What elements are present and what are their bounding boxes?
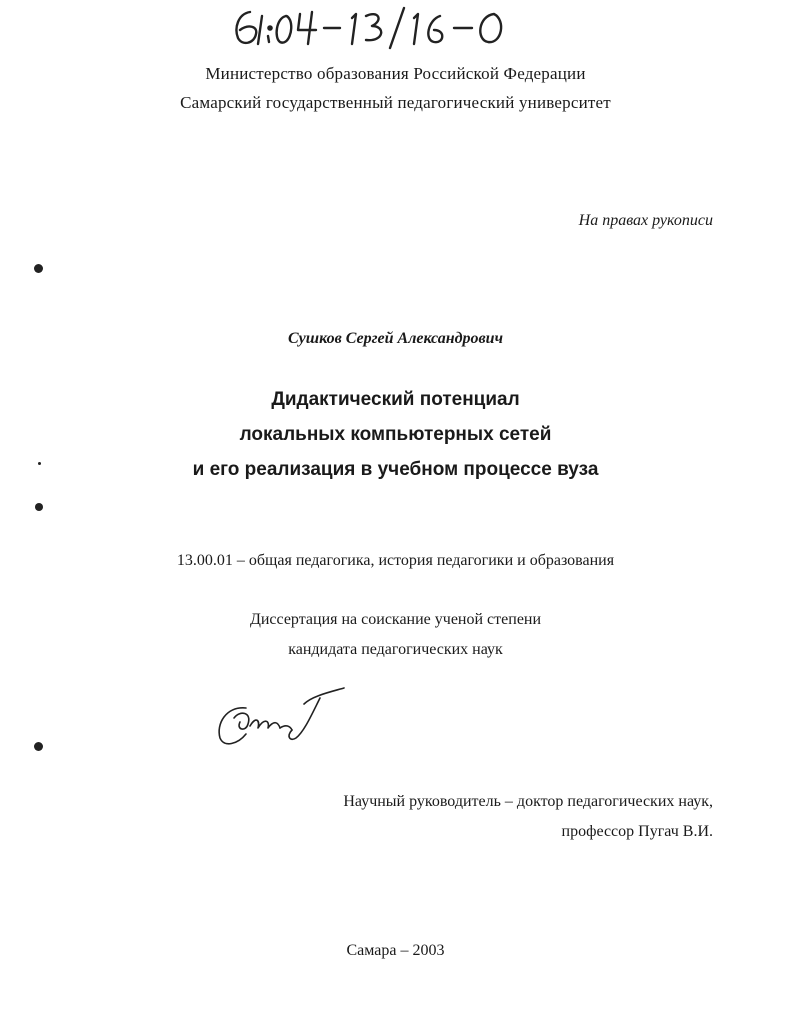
title-line-3: и его реализация в учебном процессе вуза [192, 459, 599, 480]
specialty: 13.00.01 – общая педагогика, история педагогики и образования [176, 552, 615, 569]
degree-line-1: Диссертация на соискание ученой степени [249, 611, 542, 628]
author-name: Сушков Сергей Александрович [288, 330, 503, 347]
city-year: Самара – 2003 [346, 942, 445, 959]
university-name: Самарский государственный педагогический университет [180, 93, 611, 112]
scan-hole-mark [34, 264, 43, 273]
handwritten-signature [212, 684, 352, 754]
title-line-2: локальных компьютерных сетей [239, 424, 552, 445]
scan-speck-mark [38, 462, 41, 465]
title-line-1: Дидактический потенциал [271, 389, 520, 410]
scan-hole-mark [35, 503, 43, 511]
rights-note: На правах рукописи [578, 212, 713, 229]
supervisor-line-1: Научный руководитель – доктор педагогических наук, [343, 793, 713, 810]
ministry-name: Министерство образования Российской Федерации [205, 64, 586, 83]
handwritten-archive-code [228, 6, 558, 52]
supervisor-line-2: профессор Пугач В.И. [561, 823, 713, 840]
scan-hole-mark [34, 742, 43, 751]
degree-line-2: кандидата педагогических наук [288, 641, 503, 658]
